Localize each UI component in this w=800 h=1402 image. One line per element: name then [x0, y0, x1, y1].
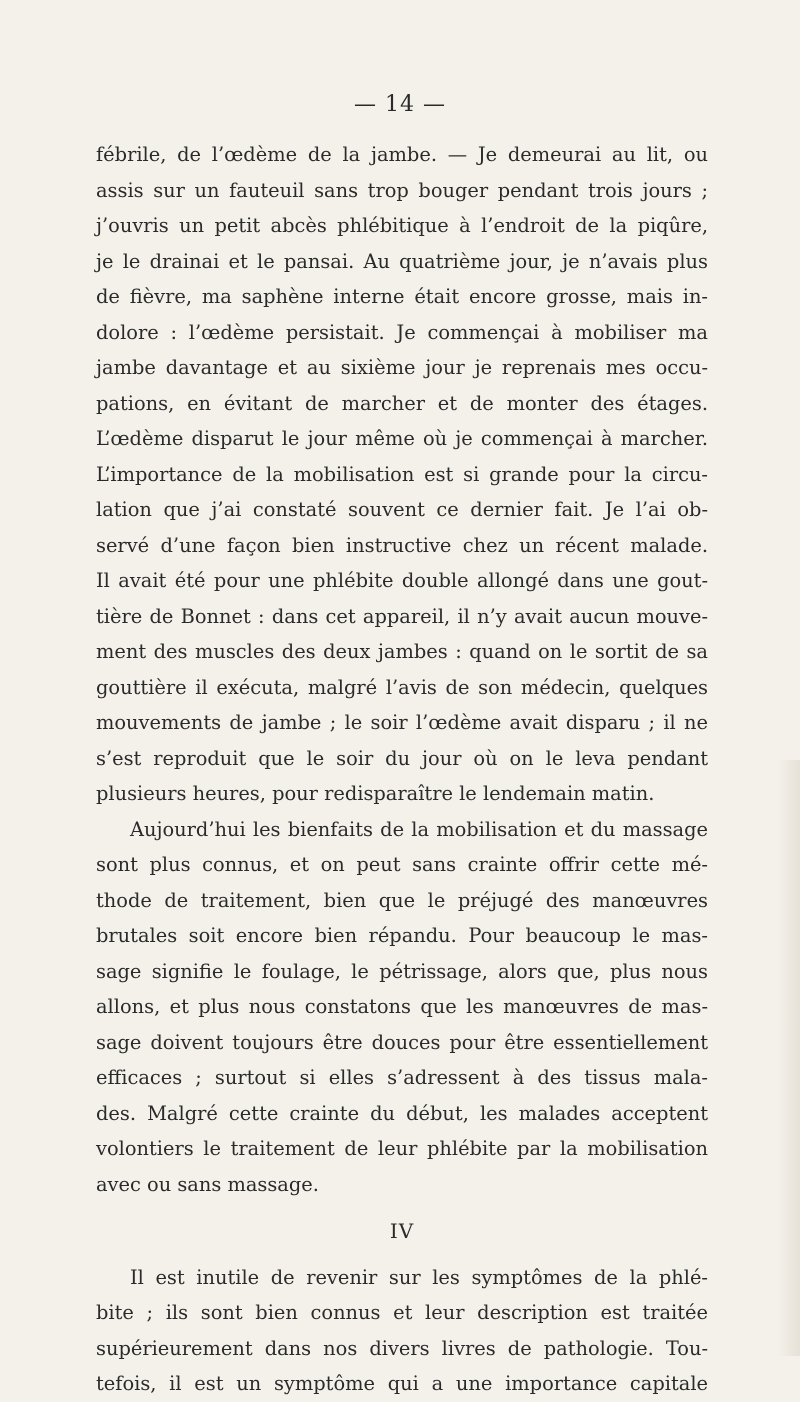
text-line: brutales soit encore bien répandu. Pour beaucoup le mas- [96, 924, 708, 947]
text-line: assis sur un fauteuil sans trop bouger pendant trois jours ; [96, 178, 708, 202]
text-line: L’œdème disparut le jour même où je commençai à marcher. [96, 427, 708, 450]
text-line: servé d’une façon bien instructive chez un récent malade. [96, 533, 708, 557]
text-line: sage doivent toujours être douces pour être essentiellement [96, 1030, 708, 1054]
page-number: — 14 — [354, 92, 446, 117]
page-edge-shadow [778, 760, 800, 1356]
text-line: j’ouvris un petit abcès phlébitique à l’endroit de la piqûre, [96, 214, 708, 237]
section-heading: IV [389, 1219, 415, 1243]
text-line: tefois, il est un symptôme qui a une importance capitale [96, 1372, 708, 1395]
body-text [96, 137, 708, 1402]
text-line: je le drainai et le pansai. Au quatrième jour, je n’avais plus [96, 249, 708, 273]
text-line: Il avait été pour une phlébite double allongé dans une gout- [96, 569, 708, 592]
text-line: thode de traitement, bien que le préjugé des manœuvres [96, 888, 708, 912]
text-line: Il est inutile de revenir sur les symptômes de la phlé- [130, 1265, 708, 1289]
text-line: dolore : l’œdème persistait. Je commençai à mobiliser ma [96, 320, 708, 344]
text-line: tière de Bonnet : dans cet appareil, il n’y avait aucun mouve- [96, 604, 708, 628]
text-line: efficaces ; surtout si elles s’adressent à des tissus mala- [96, 1066, 708, 1089]
text-line: ment des muscles des deux jambes : quand on le sortit de sa [96, 640, 708, 663]
paragraph-1 [96, 137, 708, 812]
text-line: Aujourd’hui les bienfaits de la mobilisation et du massage [130, 817, 708, 841]
text-line: s’est reproduit que le soir du jour où on le leva pendant [96, 746, 708, 770]
text-line: jambe davantage et au sixième jour je reprenais mes occu- [96, 356, 708, 379]
text-line: supérieurement dans nos divers livres de pathologie. Tou- [96, 1336, 708, 1360]
paragraph-3 [96, 1260, 708, 1402]
text-line: allons, et plus nous constatons que les manœuvres de mas- [96, 995, 708, 1018]
text-line: volontiers le traitement de leur phlébite par la mobilisation [96, 1137, 708, 1160]
text-line: L’importance de la mobilisation est si grande pour la circu- [96, 462, 708, 486]
text-line: de fièvre, ma saphène interne était encore grosse, mais in- [96, 285, 708, 308]
text-line: pations, en évitant de marcher et de monter des étages. [96, 391, 708, 415]
text-line: des. Malgré cette crainte du début, les malades acceptent [96, 1101, 708, 1125]
text-line: mouvements de jambe ; le soir l’œdème avait disparu ; il ne [96, 711, 708, 734]
text-line: sont plus connus, et on peut sans crainte offrir cette mé- [96, 853, 708, 876]
text-line: plusieurs heures, pour redisparaître le lendemain matin. [96, 782, 655, 805]
text-line: gouttière il exécuta, malgré l’avis de son médecin, quelques [96, 675, 708, 699]
text-line: fébrile, de l’œdème de la jambe. — Je demeurai au lit, ou [96, 143, 708, 166]
text-line: avec ou sans massage. [96, 1172, 319, 1196]
text-line: sage signifie le foulage, le pétrissage, alors que, plus nous [96, 959, 708, 983]
text-line: bite ; ils sont bien connus et leur description est traitée [96, 1301, 708, 1324]
paragraph-2 [96, 812, 708, 1203]
text-line: lation que j’ai constaté souvent ce dernier fait. Je l’ai ob- [96, 498, 708, 521]
